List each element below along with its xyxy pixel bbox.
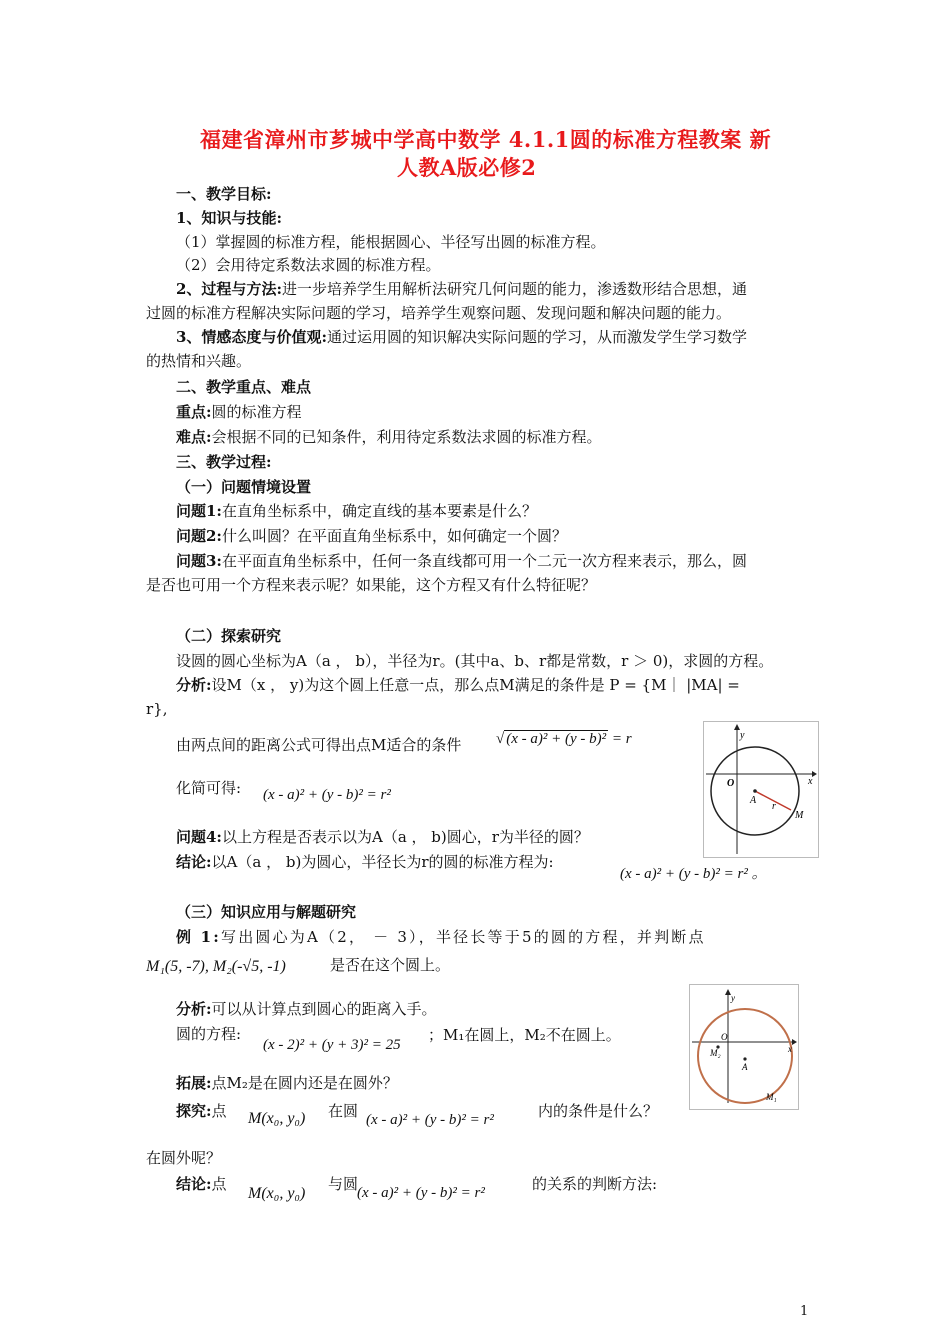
- circle-eq-tail: ；M₁在圆上，M₂不在圆上。: [428, 1026, 621, 1044]
- knowledge-item-1: （1）掌握圆的标准方程，能根据圆心、半径写出圆的标准方程。: [176, 233, 606, 251]
- process-line1: [176, 278, 747, 300]
- extension-label: 拓展:: [176, 1074, 212, 1092]
- circle-figure-2: [689, 984, 799, 1110]
- analysis-line1: [176, 674, 740, 696]
- conclusion-2-label-line: [176, 1173, 227, 1195]
- page-number: 1: [800, 1304, 809, 1319]
- process-line2: 过圆的标准方程解决实际问题的学习，培养学生观察问题、发现问题和解决问题的能力。: [146, 304, 732, 322]
- extension: [176, 1072, 398, 1094]
- question-2: [176, 525, 567, 547]
- example-1-text: 写出圆心为A（2， － 3），半径长等于5的圆的方程，并判断点: [221, 928, 706, 946]
- conclusion-2-label: 结论:: [176, 1175, 212, 1193]
- conclusion-1-label: 结论:: [176, 853, 212, 871]
- conclusion-2-tail: 的关系的判断方法:: [532, 1175, 658, 1193]
- fig1-m-label: M: [795, 810, 804, 821]
- circle-eq-label: 圆的方程:: [176, 1025, 242, 1043]
- difficulty-text: 会根据不同的已知条件，利用待定系数法求圆的标准方程。: [211, 428, 602, 446]
- conclusion-2-pre: 点: [211, 1175, 227, 1193]
- simplify-text: 化简可得:: [176, 779, 242, 797]
- example-1-points: M₁(5, -7), M₂(-√5, -1): [146, 958, 286, 975]
- question-1: [176, 500, 537, 522]
- key-label: 重点:: [176, 403, 212, 421]
- circle-equation: (x - 2)² + (y + 3)² = 25: [263, 1037, 401, 1053]
- fig1-y-label: y: [740, 730, 745, 741]
- fig1-origin-label: O: [727, 778, 735, 789]
- section1-heading: 一、教学目标:: [176, 185, 272, 203]
- title-line2: 人教A版必修2: [397, 155, 537, 180]
- conclusion-1-text: 以A（a ， b)为圆心，半径长为r的圆的标准方程为:: [211, 853, 554, 871]
- explore-equation: (x - a)² + (y - b)² = r²: [366, 1112, 494, 1128]
- attitude-label: 3、情感态度与价值观:: [176, 328, 327, 346]
- circle-figure-2-svg: [690, 985, 798, 1109]
- explore-label: 探究:: [176, 1102, 212, 1120]
- analysis-line2: r},: [146, 700, 168, 718]
- distance-formula: √ (x - a)² + (y - b)² = r: [496, 731, 632, 747]
- q2-label: 问题2:: [176, 527, 222, 545]
- analysis-2: [176, 998, 437, 1020]
- analysis-2-label: 分析:: [176, 1000, 212, 1018]
- q1-text: 在直角坐标系中，确定直线的基本要素是什么？: [221, 502, 537, 520]
- fig2-origin-label: O: [721, 1032, 728, 1042]
- conclusion-2-equation: (x - a)² + (y - b)² = r²: [357, 1185, 485, 1201]
- subsection2-heading: （二）探索研究: [176, 627, 282, 645]
- q3-label: 问题3:: [176, 552, 222, 570]
- attitude-line2: 的热情和兴趣。: [146, 352, 252, 370]
- fig1-r-label: r: [772, 801, 776, 812]
- fig1-a-label: A: [750, 795, 757, 806]
- question-3-line1: [176, 550, 747, 572]
- attitude-line1: [176, 326, 747, 348]
- circle-figure-1: [703, 721, 819, 858]
- explore-line2: 在圆外呢？: [146, 1149, 222, 1167]
- section2-heading: 二、教学重点、难点: [176, 378, 312, 396]
- analysis-text1: 设M（x ， y)为这个圆上任意一点，那么点M满足的条件是 P = {M｜ |MA| =: [211, 676, 740, 694]
- q4-label: 问题4:: [176, 828, 222, 846]
- equals-r: = r: [611, 731, 632, 747]
- q4-text: 以上方程是否表示以为A（a ， b)圆心，r为半径的圆？: [221, 828, 589, 846]
- fig2-m1-label: M₁: [766, 1092, 777, 1102]
- fig2-y-label: y: [731, 993, 735, 1003]
- example-1-label: 例 1:: [176, 928, 221, 946]
- knowledge-item-2: （2）会用待定系数法求圆的标准方程。: [176, 256, 441, 274]
- title-line1: 福建省漳州市芗城中学高中数学 4.1.1圆的标准方程教案 新: [200, 127, 772, 152]
- q3-text1: 在平面直角坐标系中，任何一条直线都可用一个二元一次方程来表示，那么，圆: [221, 552, 747, 570]
- example-1-tail: 是否在这个圆上。: [330, 956, 451, 974]
- key-text: 圆的标准方程: [211, 403, 302, 421]
- explore-pre: 点: [211, 1102, 227, 1120]
- knowledge-heading: 1、知识与技能:: [176, 209, 282, 227]
- point-m0-1: M(x₀, y₀): [248, 1110, 306, 1127]
- conclusion-1: [176, 851, 554, 873]
- analysis-label: 分析:: [176, 676, 212, 694]
- q2-text: 什么叫圆？在平面直角坐标系中，如何确定一个圆？: [221, 527, 567, 545]
- question-4: [176, 826, 589, 848]
- fig2-m2-label: M₂: [710, 1048, 721, 1058]
- conclusion-2-mid: 与圆: [328, 1175, 359, 1193]
- fig2-x-label: x: [788, 1044, 792, 1054]
- explore-mid: 在圆: [328, 1102, 359, 1120]
- explore-setup: 设圆的圆心坐标为A（a ， b），半径为r。(其中a、b、r都是常数，r ＞ 0)，求圆的方程。: [176, 652, 774, 670]
- explore-tail: 内的条件是什么？: [538, 1102, 659, 1120]
- sqrt-inner: (x - a)² + (y - b)²: [506, 731, 607, 747]
- distance-text: 由两点间的距离公式可得出点M适合的条件: [176, 736, 462, 754]
- standard-equation-1: (x - a)² + (y - b)² = r²: [263, 787, 391, 803]
- key-point: [176, 401, 302, 423]
- attitude-text1: 通过运用圆的知识解决实际问题的学习，从而激发学生学习数学: [326, 328, 747, 346]
- analysis-2-text: 可以从计算点到圆心的距离入手。: [211, 1000, 437, 1018]
- section3-heading: 三、教学过程:: [176, 453, 272, 471]
- subsection1-heading: （一）问题情境设置: [176, 478, 312, 496]
- fig2-a-label: A: [742, 1062, 748, 1072]
- difficulty: [176, 426, 602, 448]
- fig1-x-label: x: [808, 776, 813, 787]
- circle-figure-1-svg: [704, 722, 818, 857]
- example-1-line1: [176, 926, 706, 948]
- process-text1: 进一步培养学生用解析法研究几何问题的能力，渗透数形结合思想，通: [281, 280, 747, 298]
- difficulty-label: 难点:: [176, 428, 212, 446]
- subsection3-heading: （三）知识应用与解题研究: [176, 903, 357, 921]
- question-3-line2: 是否也可用一个方程来表示呢？如果能，这个方程又有什么特征呢？: [146, 576, 597, 594]
- explore-label-line: [176, 1100, 227, 1122]
- extension-text: 点M₂是在圆内还是在圆外？: [211, 1074, 398, 1092]
- q1-label: 问题1:: [176, 502, 222, 520]
- standard-equation-2: (x - a)² + (y - b)² = r² 。: [620, 866, 767, 882]
- point-m0-2: M(x₀, y₀): [248, 1185, 306, 1202]
- process-label: 2、过程与方法:: [176, 280, 282, 298]
